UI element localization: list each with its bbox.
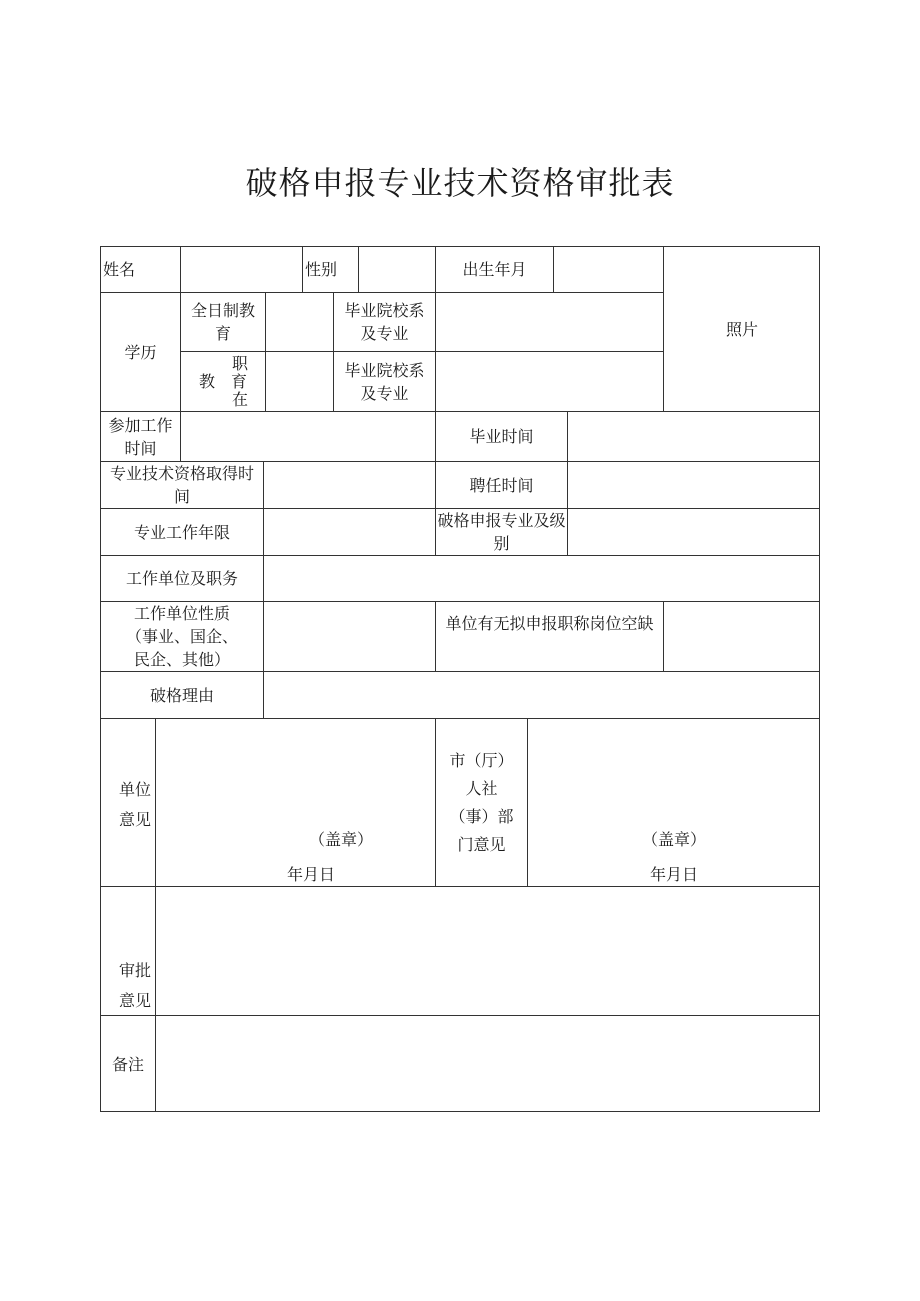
parttime-education-field[interactable]: [266, 352, 333, 411]
parttime-label-line1: 职: [231, 353, 248, 373]
work-years-field[interactable]: [264, 509, 435, 555]
unit-date-text: 年月日: [286, 865, 335, 884]
unit-nature-line3: 民企、其他）: [133, 650, 230, 669]
hire-time-label: 聘任时间: [469, 475, 534, 495]
parttime-school-label: 毕业院校系及专业: [344, 360, 425, 403]
hire-time-field[interactable]: [568, 462, 820, 508]
unit-opinion-line1: 单位: [118, 780, 151, 799]
work-years-label: 专业工作年限: [133, 522, 230, 542]
unit-position-field[interactable]: [264, 556, 820, 601]
fulltime-education-field[interactable]: [266, 293, 333, 351]
reason-field[interactable]: [264, 672, 820, 718]
unit-seal-text: （盖章）: [308, 830, 373, 849]
unit-nature-line1: 工作单位性质: [133, 604, 230, 623]
education-label: 学历: [124, 342, 157, 362]
city-dept-opinion-field[interactable]: [528, 719, 820, 886]
qualification-time-field[interactable]: [264, 462, 435, 508]
unit-opinion-field[interactable]: [156, 719, 435, 886]
parttime-label-line2: 教 育: [198, 371, 247, 391]
city-seal-text: （盖章）: [641, 830, 706, 849]
approval-line1: 审批: [118, 961, 151, 980]
unit-opinion-line2: 意见: [118, 810, 151, 829]
unit-nature-line2: （事业、国企、: [125, 627, 238, 646]
parttime-education-label: [181, 352, 265, 411]
vacancy-field[interactable]: [664, 602, 820, 671]
unit-position-label: 工作单位及职务: [125, 569, 238, 588]
city-date-text: 年月日: [649, 865, 698, 884]
reason-label: 破格理由: [149, 685, 214, 705]
remarks-field[interactable]: [156, 1016, 820, 1112]
photo-label: 照片: [725, 319, 758, 339]
grad-time-label: 毕业时间: [469, 427, 534, 446]
work-start-field[interactable]: [181, 412, 435, 461]
approval-opinion-field[interactable]: [156, 887, 820, 1015]
name-field[interactable]: [181, 247, 302, 292]
unit-nature-label: [101, 602, 263, 671]
parttime-label-line3: 在: [231, 389, 248, 409]
birth-field[interactable]: [554, 247, 663, 292]
city-dept-line2: 人社: [465, 779, 498, 798]
city-dept-line1: 市（厅）: [449, 751, 514, 770]
gender-field[interactable]: [359, 247, 435, 292]
fulltime-education-label: 全日制教育: [190, 301, 255, 343]
apply-major-label: 破格申报专业及级别: [437, 511, 566, 553]
work-start-label: 参加工作时间: [108, 415, 173, 458]
birth-label: 出生年月: [462, 260, 527, 279]
name-label: 姓名: [103, 260, 136, 279]
unit-opinion-label: [115, 775, 155, 835]
city-dept-line4: 门意见: [457, 835, 506, 854]
fulltime-school-label: 毕业院校系及专业: [344, 301, 425, 343]
parttime-school-field[interactable]: [436, 352, 663, 411]
approval-opinion-label: [115, 956, 155, 1016]
unit-nature-field[interactable]: [264, 602, 435, 671]
city-dept-opinion-label: [436, 747, 527, 859]
apply-major-field[interactable]: [568, 509, 820, 555]
remarks-label: 备注: [111, 1054, 144, 1074]
fulltime-school-field[interactable]: [436, 293, 663, 351]
approval-form: [100, 246, 820, 1112]
gender-label: 性别: [305, 260, 338, 279]
photo-box[interactable]: [664, 247, 820, 411]
grad-time-field[interactable]: [568, 412, 820, 461]
city-dept-line3: （事）部: [449, 807, 514, 826]
vacancy-label: 单位有无拟申报职称岗位空缺: [445, 614, 654, 633]
qualification-time-label: 专业技术资格取得时间: [109, 464, 254, 506]
page-title: 破格申报专业技术资格审批表: [245, 164, 675, 202]
approval-line2: 意见: [118, 991, 151, 1010]
